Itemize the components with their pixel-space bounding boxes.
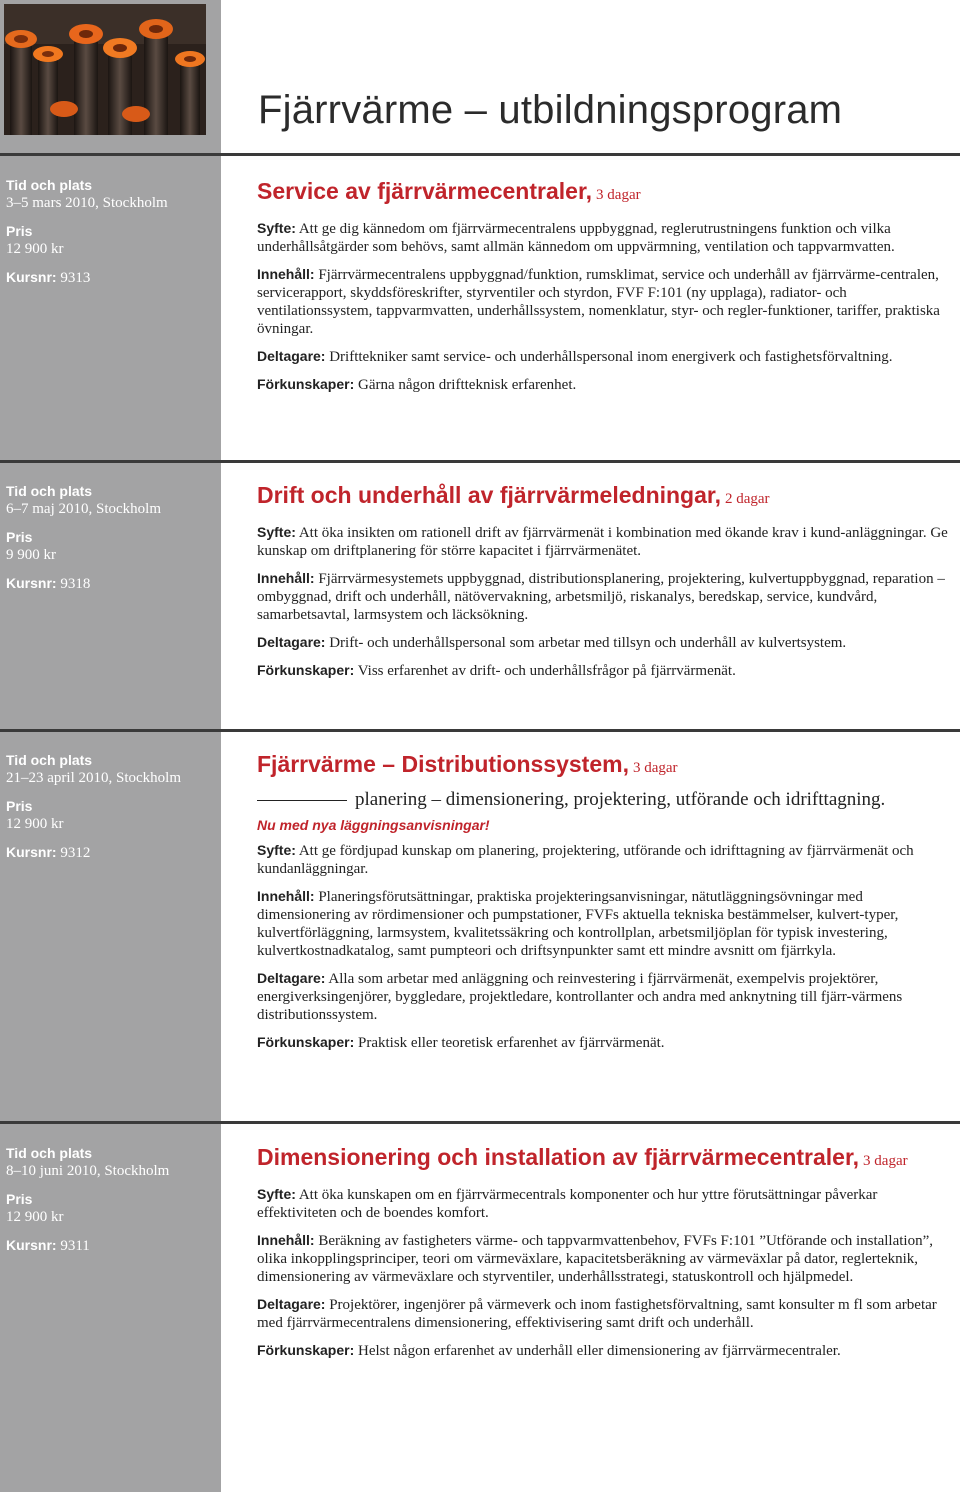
price-label: Pris — [6, 529, 33, 545]
time-place-label: Tid och plats — [6, 752, 93, 768]
course-syfte — [257, 219, 957, 256]
header-photo — [4, 4, 206, 135]
course-syfte — [257, 1185, 957, 1222]
course-days: 2 dagar — [724, 491, 770, 507]
course-syfte — [257, 841, 957, 878]
deltagare-text: Drift- och underhållspersonal som arbetar med tillsyn och underhåll av kulvertsystem. — [329, 635, 847, 651]
section-divider — [0, 1121, 960, 1124]
page-title: Fjärrvärme – utbildningsprogram — [258, 88, 843, 132]
syfte-text: Att ge fördjupad kunskap om planering, projektering, utförande och idrifttagning av fjärrvärmenät och kundanläggningar. — [257, 843, 914, 877]
course-forkunskaper — [257, 375, 957, 394]
deltagare-text: Drifttekniker samt service- och underhållspersonal inom energiverk och fastighetsförvaltning. — [329, 349, 893, 365]
syfte-text: Att öka insikten om rationell drift av fjärrvärmenät i kombination med ökande krav i kund-anläggningar. Ge kunskap om driftplanering för större kapacitet i fjärrvärmenätet. — [257, 525, 948, 559]
course-days: 3 dagar — [632, 760, 678, 776]
price-label: Pris — [6, 1191, 33, 1207]
section-divider — [0, 729, 960, 732]
price-label: Pris — [6, 798, 33, 814]
course-days: 3 dagar — [863, 1153, 908, 1169]
innehall-text: Fjärrvärmesystemets uppbyggnad, distributionsplanering, projektering, kulvertuppbyggnad, reparation – ombyggnad, drift och underhåll, nätövervakning, arbetsmiljö, riskanalys, beredskap, service, kundvård, samarbetsavtal, larmsystem och läcksökning. — [257, 571, 945, 623]
deltagare-text: Alla som arbetar med anläggning och reinvestering i fjärrvärmenät, exempelvis projektörer, energiverksingenjörer, byggledare, projektledare, kontrollanter och andra med anknytning till fjärr-värmens distributionssystem. — [257, 971, 903, 1023]
course-number — [6, 574, 216, 593]
section-divider — [0, 153, 960, 156]
forkunskaper-key: Förkunskaper: — [257, 662, 355, 678]
forkunskaper-key: Förkunskaper: — [257, 376, 355, 392]
course-no-label: Kursnr: — [6, 1237, 57, 1253]
course-title-text: Fjärrvärme – Distributionssystem, — [257, 751, 629, 777]
course-title-text: Drift och underhåll av fjärrvärmeledningar, — [257, 482, 721, 508]
deltagare-key: Deltagare: — [257, 1296, 326, 1312]
course-forkunskaper — [257, 1341, 957, 1360]
forkunskaper-key: Förkunskaper: — [257, 1342, 355, 1358]
course-innehall — [257, 887, 957, 960]
course-date: 21–23 april 2010, Stockholm — [6, 770, 181, 786]
pipes-image — [4, 4, 206, 135]
course-no-value: 9313 — [60, 270, 91, 286]
course-no-label: Kursnr: — [6, 575, 57, 591]
forkunskaper-text: Helst någon erfarenhet av underhåll eller dimensionering av fjärrvärmecentraler. — [358, 1343, 841, 1359]
course-innehall — [257, 569, 957, 624]
syfte-key: Syfte: — [257, 1186, 296, 1202]
course-forkunskaper — [257, 1033, 957, 1052]
syfte-key: Syfte: — [257, 842, 296, 858]
course-title — [257, 177, 957, 209]
course-title — [257, 750, 957, 782]
course-days: 3 dagar — [596, 187, 641, 203]
course-no-label: Kursnr: — [6, 844, 57, 860]
innehall-text: Planeringsförutsättningar, praktiska projekteringsanvisningar, nätutläggningsövningar med dimensionering av rördimensioner och pumpstationer, FVFs aktuella tekniska bestämmelser, kulvert-typer, kulvertförläggning, larmsystem, kvalitetssäkring och kontrollplan, arbetsmiljöplan för typisk investering, kulvertkostnadkatalog, samt pumpteori och driftsynpunkter samt ett mindre avsnitt om fjärrkyla. — [257, 889, 899, 959]
deltagare-text: Projektörer, ingenjörer på värmeverk och inom fastighetsförvaltning, samt konsulter m fl som arbetar med fjärrvärmecentralens dimensionering, effektivisering samt drift och underhåll. — [257, 1297, 937, 1331]
course-service — [257, 177, 957, 403]
innehall-key: Innehåll: — [257, 266, 315, 282]
course-no-value: 9312 — [60, 845, 91, 861]
innehall-text: Beräkning av fastigheters värme- och tappvarmvattenbehov, FVFs F:101 ”Utförande och installation”, olika inkopplingsprinciper, teori om värmeväxlare, kapacitetsberäkning av värmeväxlar på dator, reglerteknik, dimensionering av värmeväxlare och styrventiler, underhållsstrategi, statuskontroll och hjälpmedel. — [257, 1233, 934, 1285]
course-number — [6, 268, 216, 287]
course-no-value: 9311 — [60, 1238, 90, 1254]
course-date: 3–5 mars 2010, Stockholm — [6, 195, 168, 211]
course-dimensionering — [257, 1143, 957, 1369]
innehall-key: Innehåll: — [257, 888, 315, 904]
course-innehall — [257, 265, 957, 338]
course-title-text: Service av fjärrvärmecentraler, — [257, 178, 593, 204]
news-banner: Nu med nya läggningsanvisningar! — [257, 817, 490, 833]
forkunskaper-key: Förkunskaper: — [257, 1034, 355, 1050]
course-no-label: Kursnr: — [6, 269, 57, 285]
forkunskaper-text: Gärna någon driftteknisk erfarenhet. — [358, 377, 577, 393]
syfte-text: Att öka kunskapen om en fjärrvärmecentrals komponenter och hur yttre förutsättningar påverkar effektiviteten och de boendes komfort. — [257, 1187, 878, 1221]
course-meta — [6, 751, 216, 862]
syfte-key: Syfte: — [257, 524, 296, 540]
course-title — [257, 1143, 957, 1175]
course-meta — [6, 176, 216, 287]
section-divider — [0, 460, 960, 463]
course-date: 8–10 juni 2010, Stockholm — [6, 1163, 170, 1179]
time-place-label: Tid och plats — [6, 1145, 93, 1161]
course-title-text: Dimensionering och installation av fjärrvärmecentraler, — [257, 1144, 860, 1170]
course-forkunskaper — [257, 661, 957, 680]
course-meta — [6, 482, 216, 593]
course-subtitle — [257, 788, 957, 812]
deltagare-key: Deltagare: — [257, 348, 326, 364]
syfte-text: Att ge dig kännedom om fjärrvärmecentralens uppbyggnad, reglerutrustningens funktion och vilka underhållsåtgärder som behövs, samt allmän kännedom om uppvärmning, ventilation och tappvarmvatten. — [257, 221, 895, 255]
course-price: 9 900 kr — [6, 547, 56, 563]
syfte-key: Syfte: — [257, 220, 296, 236]
course-number — [6, 843, 216, 862]
course-drift — [257, 481, 957, 689]
dash-rule — [257, 800, 347, 801]
course-deltagare — [257, 347, 957, 366]
innehall-text: Fjärrvärmecentralens uppbyggnad/funktion, rumsklimat, service och underhåll av fjärrvärme-centralen, servicerapport, skyddsföreskrifter, styrventiler och styrdon, FVF F:101 (ny upplaga), radiator- och ventilationssystem, tappvarmvatten, underhållssystem, nomenklatur, styr- och regler-funktioner, tariffer, praktiska övningar. — [257, 267, 940, 337]
course-price: 12 900 kr — [6, 1209, 64, 1225]
course-deltagare — [257, 969, 957, 1024]
course-number — [6, 1236, 216, 1255]
time-place-label: Tid och plats — [6, 483, 93, 499]
course-distribution — [257, 750, 957, 1061]
course-date: 6–7 maj 2010, Stockholm — [6, 501, 161, 517]
deltagare-key: Deltagare: — [257, 970, 326, 986]
innehall-key: Innehåll: — [257, 1232, 315, 1248]
course-title — [257, 481, 957, 513]
deltagare-key: Deltagare: — [257, 634, 326, 650]
innehall-key: Innehåll: — [257, 570, 315, 586]
course-syfte — [257, 523, 957, 560]
course-no-value: 9318 — [60, 576, 91, 592]
course-innehall — [257, 1231, 957, 1286]
course-price: 12 900 kr — [6, 816, 64, 832]
course-subtitle-text: planering – dimensionering, projektering, utförande och idrifttagning. — [355, 789, 886, 810]
course-meta — [6, 1144, 216, 1255]
time-place-label: Tid och plats — [6, 177, 93, 193]
course-price: 12 900 kr — [6, 241, 64, 257]
price-label: Pris — [6, 223, 33, 239]
forkunskaper-text: Viss erfarenhet av drift- och underhållsfrågor på fjärrvärmenät. — [357, 663, 736, 679]
course-deltagare — [257, 1295, 957, 1332]
course-deltagare — [257, 633, 957, 652]
forkunskaper-text: Praktisk eller teoretisk erfarenhet av fjärrvärmenät. — [358, 1035, 665, 1051]
